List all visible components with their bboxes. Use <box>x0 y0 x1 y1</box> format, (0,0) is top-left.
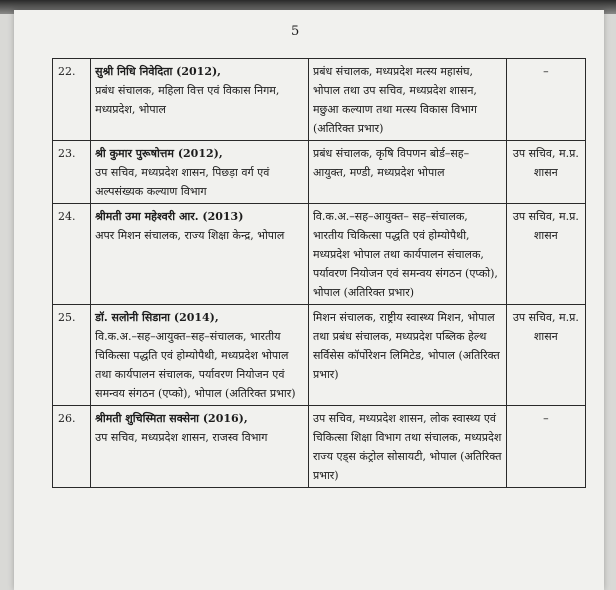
additional-charge: मिशन संचालक, राष्ट्रीय स्वास्थ्य मिशन, भोपाल तथा प्रबंध संचालक, मध्यप्रदेश पब्लिक हेल्थ सर्विसेस कॉर्पोरेशन लिमिटेड, भोपाल (अतिरिक्त प्रभार) <box>308 305 506 406</box>
table-row <box>53 141 586 204</box>
current-post: वि.क.अ.–सह–आयुक्त–सह–संचालक, भारतीय चिकित्सा पद्धति एवं होम्योपैथी, मध्यप्रदेश भोपाल तथा कार्यपालन संचालक, पर्यावरण नियोजन एवं समन्वय संगठन (एप्को), भोपाल (अतिरिक्त प्रभार) <box>95 330 296 400</box>
additional-charge: प्रबंध संचालक, मध्यप्रदेश मत्स्य महासंघ, भोपाल तथा उप सचिव, मध्यप्रदेश शासन, मछुआ कल्याण तथा मत्स्य विकास विभाग (अतिरिक्त प्रभार) <box>308 59 506 141</box>
officer-name: श्री कुमार पुरूषोत्तम (2012), <box>95 147 223 160</box>
officer-cell <box>91 406 309 488</box>
current-post: उप सचिव, मध्यप्रदेश शासन, राजस्व विभाग <box>95 431 268 444</box>
row-number: 23. <box>53 141 91 204</box>
new-posting: उप सचिव, म.प्र. शासन <box>506 305 585 406</box>
row-number: 26. <box>53 406 91 488</box>
page-number: 5 <box>291 24 300 39</box>
additional-charge: वि.क.अ.–सह–आयुक्त– सह–संचालक, भारतीय चिकित्सा पद्धति एवं होम्योपैथी, मध्यप्रदेश भोपाल तथा कार्यपालन संचालक, पर्यावरण नियोजन एवं समन्वय संगठन (एप्को), भोपाल (अतिरिक्त प्रभार) <box>308 204 506 305</box>
additional-charge: प्रबंध संचालक, कृषि विपणन बोर्ड–सह–आयुक्त, मण्डी, मध्यप्रदेश भोपाल <box>308 141 506 204</box>
officer-cell <box>91 141 309 204</box>
officer-cell <box>91 204 309 305</box>
row-number: 22. <box>53 59 91 141</box>
current-post: प्रबंध संचालक, महिला वित्त एवं विकास निगम, मध्यप्रदेश, भोपाल <box>95 84 280 116</box>
new-posting: उप सचिव, म.प्र. शासन <box>506 204 585 305</box>
row-number: 25. <box>53 305 91 406</box>
row-number: 24. <box>53 204 91 305</box>
table-row <box>53 204 586 305</box>
officer-transfer-table <box>52 58 586 488</box>
additional-charge: उप सचिव, मध्यप्रदेश शासन, लोक स्वास्थ्य एवं चिकित्सा शिक्षा विभाग तथा संचालक, मध्यप्रदेश राज्य एड्स कंट्रोल सोसायटी, भोपाल (अतिरिक्त प्रभार) <box>308 406 506 488</box>
new-posting: – <box>506 59 585 141</box>
new-posting: – <box>506 406 585 488</box>
officer-name: सुश्री निधि निवेदिता (2012), <box>95 65 222 78</box>
table-row <box>53 406 586 488</box>
table-row <box>53 59 586 141</box>
officer-cell <box>91 59 309 141</box>
officer-name: श्रीमती शुचिस्मिता सक्सेना (2016), <box>95 412 248 425</box>
new-posting: उप सचिव, म.प्र. शासन <box>506 141 585 204</box>
current-post: अपर मिशन संचालक, राज्य शिक्षा केन्द्र, भोपाल <box>95 229 285 242</box>
current-post: उप सचिव, मध्यप्रदेश शासन, पिछड़ा वर्ग एवं अल्पसंख्यक कल्याण विभाग <box>95 166 270 198</box>
table-row <box>53 305 586 406</box>
officer-name: श्रीमती उमा महेश्वरी आर. (2013) <box>95 210 244 223</box>
officer-name: डॉ. सलोनी सिडाना (2014), <box>95 311 219 324</box>
officer-cell <box>91 305 309 406</box>
